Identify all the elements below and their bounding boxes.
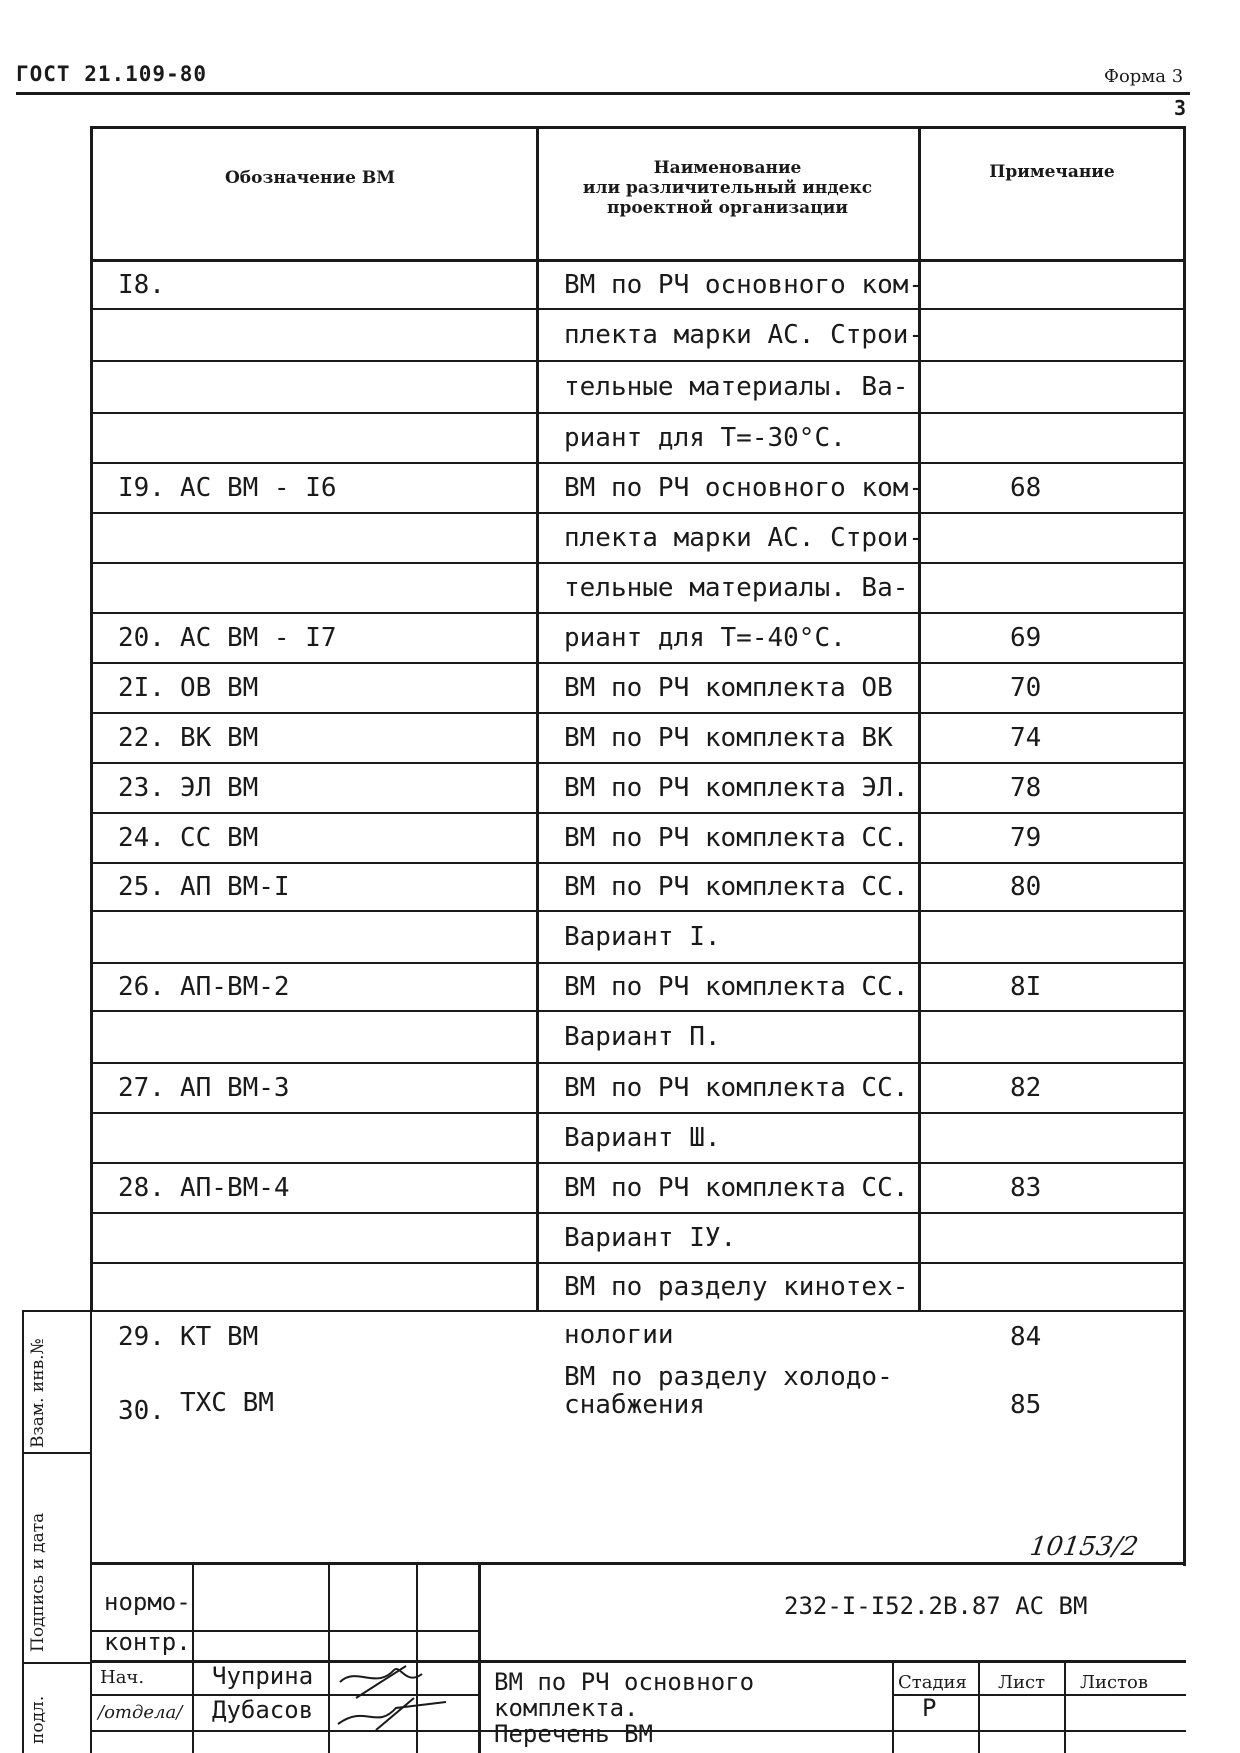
row-number: 23. — [118, 773, 165, 803]
tb-col-6 — [978, 1660, 980, 1753]
tb-col-5 — [892, 1660, 894, 1753]
row-name: ВМ по РЧ комплекта ОВ — [564, 673, 893, 703]
row-number: I8. — [118, 269, 165, 300]
table-row-rule — [90, 862, 1186, 864]
column-note-header: Примечание — [989, 162, 1115, 182]
table-right-border — [1183, 126, 1186, 1566]
table-row-rule — [90, 1162, 1186, 1164]
row-note: 78 — [1010, 773, 1042, 803]
row-number: 22. — [118, 723, 165, 753]
row-30-name-2: снабжения — [564, 1390, 705, 1420]
row-30-note: 85 — [1010, 1390, 1042, 1420]
row-number: I9. — [118, 473, 165, 503]
side-label-sign: Подпись и дата — [28, 1512, 48, 1652]
column-name-line2: или различительный индекс — [582, 178, 873, 198]
side-stamp-border-right — [90, 1310, 92, 1753]
table-header-border — [90, 259, 1186, 262]
tb-title-1: ВМ по РЧ основного — [494, 1668, 755, 1696]
row-name: Вариант П. — [564, 1022, 721, 1052]
row-name: Вариант I. — [564, 922, 721, 952]
row-name: риант для Т=-40°С. — [564, 623, 846, 653]
row-code: АП-ВМ-4 — [180, 1173, 290, 1203]
row-name: ВМ по РЧ комплекта СС. — [564, 823, 909, 853]
table-row-rule — [90, 308, 1186, 310]
row-name: ВМ по РЧ основного ком- — [564, 473, 925, 503]
row-name: ВМ по РЧ комплекта СС. — [564, 1073, 909, 1103]
row-30-number: 30. — [118, 1396, 165, 1426]
row-name: ВМ по РЧ комплекта СС. — [564, 1173, 909, 1203]
table-row-rule — [90, 812, 1186, 814]
tb-col-4 — [478, 1562, 481, 1753]
row-code: ВК ВМ — [180, 723, 259, 753]
row-note: 82 — [1010, 1073, 1042, 1103]
table-row-rule — [90, 562, 1186, 564]
table-row-rule — [90, 412, 1186, 414]
tb-normo-1: нормо- — [104, 1588, 191, 1616]
tb-role-1: Нач. — [100, 1667, 145, 1688]
row-note: 69 — [1010, 623, 1042, 653]
standard-code: ГОСТ 21.109-80 — [16, 62, 208, 86]
signature-mark-2 — [336, 1694, 456, 1734]
table-left-border — [90, 126, 93, 1312]
table-row-rule — [90, 910, 1186, 912]
form-label: Форма 3 — [1104, 66, 1184, 87]
tb-col-7 — [1064, 1660, 1066, 1753]
row-name: Вариант IУ. — [564, 1223, 737, 1253]
row-number: 25. — [118, 872, 165, 902]
side-stamp-border-left — [22, 1310, 24, 1753]
row-29-note: 84 — [1010, 1322, 1042, 1352]
row-note: 70 — [1010, 673, 1042, 703]
tb-name-1: Чуприна — [212, 1662, 314, 1690]
row-code: СС ВМ — [180, 823, 259, 853]
table-row-rule — [90, 1010, 1186, 1012]
side-stamp-divider-2 — [22, 1662, 90, 1664]
row-code: ЭЛ ВМ — [180, 773, 259, 803]
tb-sheets-label: Листов — [1080, 1672, 1149, 1693]
side-stamp-divider-1 — [22, 1452, 90, 1454]
row-note: 79 — [1010, 823, 1042, 853]
column-name-header — [540, 158, 915, 218]
tb-col-1 — [192, 1562, 194, 1753]
row-name: ВМ по разделу кинотех- — [564, 1272, 909, 1302]
row-code: АС ВМ - I7 — [180, 623, 337, 653]
row-name: плекта марки АС. Строи- — [564, 320, 925, 350]
row-code: АП ВМ-I — [180, 872, 290, 902]
column-designation-header: Обозначение ВМ — [224, 168, 396, 188]
row-number: 24. — [118, 823, 165, 853]
tb-col-2 — [328, 1562, 330, 1753]
row-name: тельные материалы. Ва- — [564, 573, 909, 603]
table-row-rule — [90, 462, 1186, 464]
row-number: 27. — [118, 1073, 165, 1103]
row-code: ОВ ВМ — [180, 673, 259, 703]
row-code: АП-ВМ-2 — [180, 972, 290, 1002]
header-rule — [16, 92, 1190, 95]
row-number: 28. — [118, 1173, 165, 1203]
row-number: 26. — [118, 972, 165, 1002]
table-row-rule — [90, 962, 1186, 964]
tb-stage-label: Стадия — [898, 1672, 967, 1693]
row-29-code: КТ ВМ — [180, 1322, 259, 1352]
row-30-code: ТХС ВМ — [180, 1388, 274, 1418]
row-name: плекта марки АС. Строи- — [564, 523, 925, 553]
row-note: 8I — [1010, 972, 1042, 1002]
table-row-rule — [90, 360, 1186, 362]
row-name: ВМ по РЧ комплекта ВК — [564, 723, 893, 753]
side-label-inv: Взам. инв.№ — [28, 1338, 48, 1448]
table-divider-2 — [918, 126, 921, 1312]
row-code: АП ВМ-3 — [180, 1073, 290, 1103]
side-stamp-top — [22, 1310, 90, 1312]
table-row-rule — [90, 612, 1186, 614]
tb-title-2: комплекта. — [494, 1694, 639, 1722]
row-number: 2I. — [118, 673, 165, 703]
row-name: риант для Т=-30°С. — [564, 423, 846, 453]
column-name-line1: Наименование — [653, 158, 802, 178]
row-name: ВМ по РЧ комплекта ЭЛ. — [564, 773, 909, 803]
row-name: ВМ по РЧ комплекта СС. — [564, 872, 909, 902]
tb-title-3: Перечень ВМ — [494, 1720, 653, 1748]
tb-top — [90, 1562, 1186, 1565]
tb-role-2: /отдела/ — [98, 1702, 183, 1723]
tb-doc-code: 232-I-I52.2В.87 АС ВМ — [784, 1592, 1088, 1620]
row-code: АС ВМ - I6 — [180, 473, 337, 503]
side-label-podl: подл. — [28, 1695, 48, 1744]
row-note: 83 — [1010, 1173, 1042, 1203]
table-row-rule — [90, 1212, 1186, 1214]
row-name: Вариант Ш. — [564, 1123, 721, 1153]
row-29-name: нологии — [564, 1320, 674, 1350]
row-name: ВМ по РЧ комплекта СС. — [564, 972, 909, 1002]
table-row-rule — [90, 662, 1186, 664]
table-row-rule — [90, 1062, 1186, 1064]
row-note: 80 — [1010, 872, 1042, 902]
row-29-number: 29. — [118, 1322, 165, 1352]
column-name-line3: проектной организации — [607, 198, 848, 218]
tb-name-2: Дубасов — [212, 1696, 314, 1724]
table-divider-1 — [536, 126, 539, 1312]
archive-number: 10153/2 — [1027, 1532, 1141, 1562]
row-number: 20. — [118, 623, 165, 653]
table-row-rule — [90, 762, 1186, 764]
row-name: ВМ по РЧ основного ком- — [564, 269, 925, 300]
row-note: 68 — [1010, 473, 1042, 503]
table-row-rule — [90, 512, 1186, 514]
table-row-rule — [90, 1262, 1186, 1264]
tb-sheet-label: Лист — [998, 1672, 1046, 1693]
row-note: 74 — [1010, 723, 1042, 753]
table-row-rule — [90, 1112, 1186, 1114]
row-name: тельные материалы. Ва- — [564, 372, 909, 402]
table-row-rule — [90, 1310, 1186, 1312]
table-row-rule — [90, 712, 1186, 714]
row-30-name-1: ВМ по разделу холодо- — [564, 1362, 893, 1392]
page-number: 3 — [1174, 96, 1187, 120]
table-top-border — [90, 126, 1186, 129]
tb-normo-2: контр. — [104, 1628, 191, 1656]
tb-stage-value: Р — [922, 1694, 937, 1722]
